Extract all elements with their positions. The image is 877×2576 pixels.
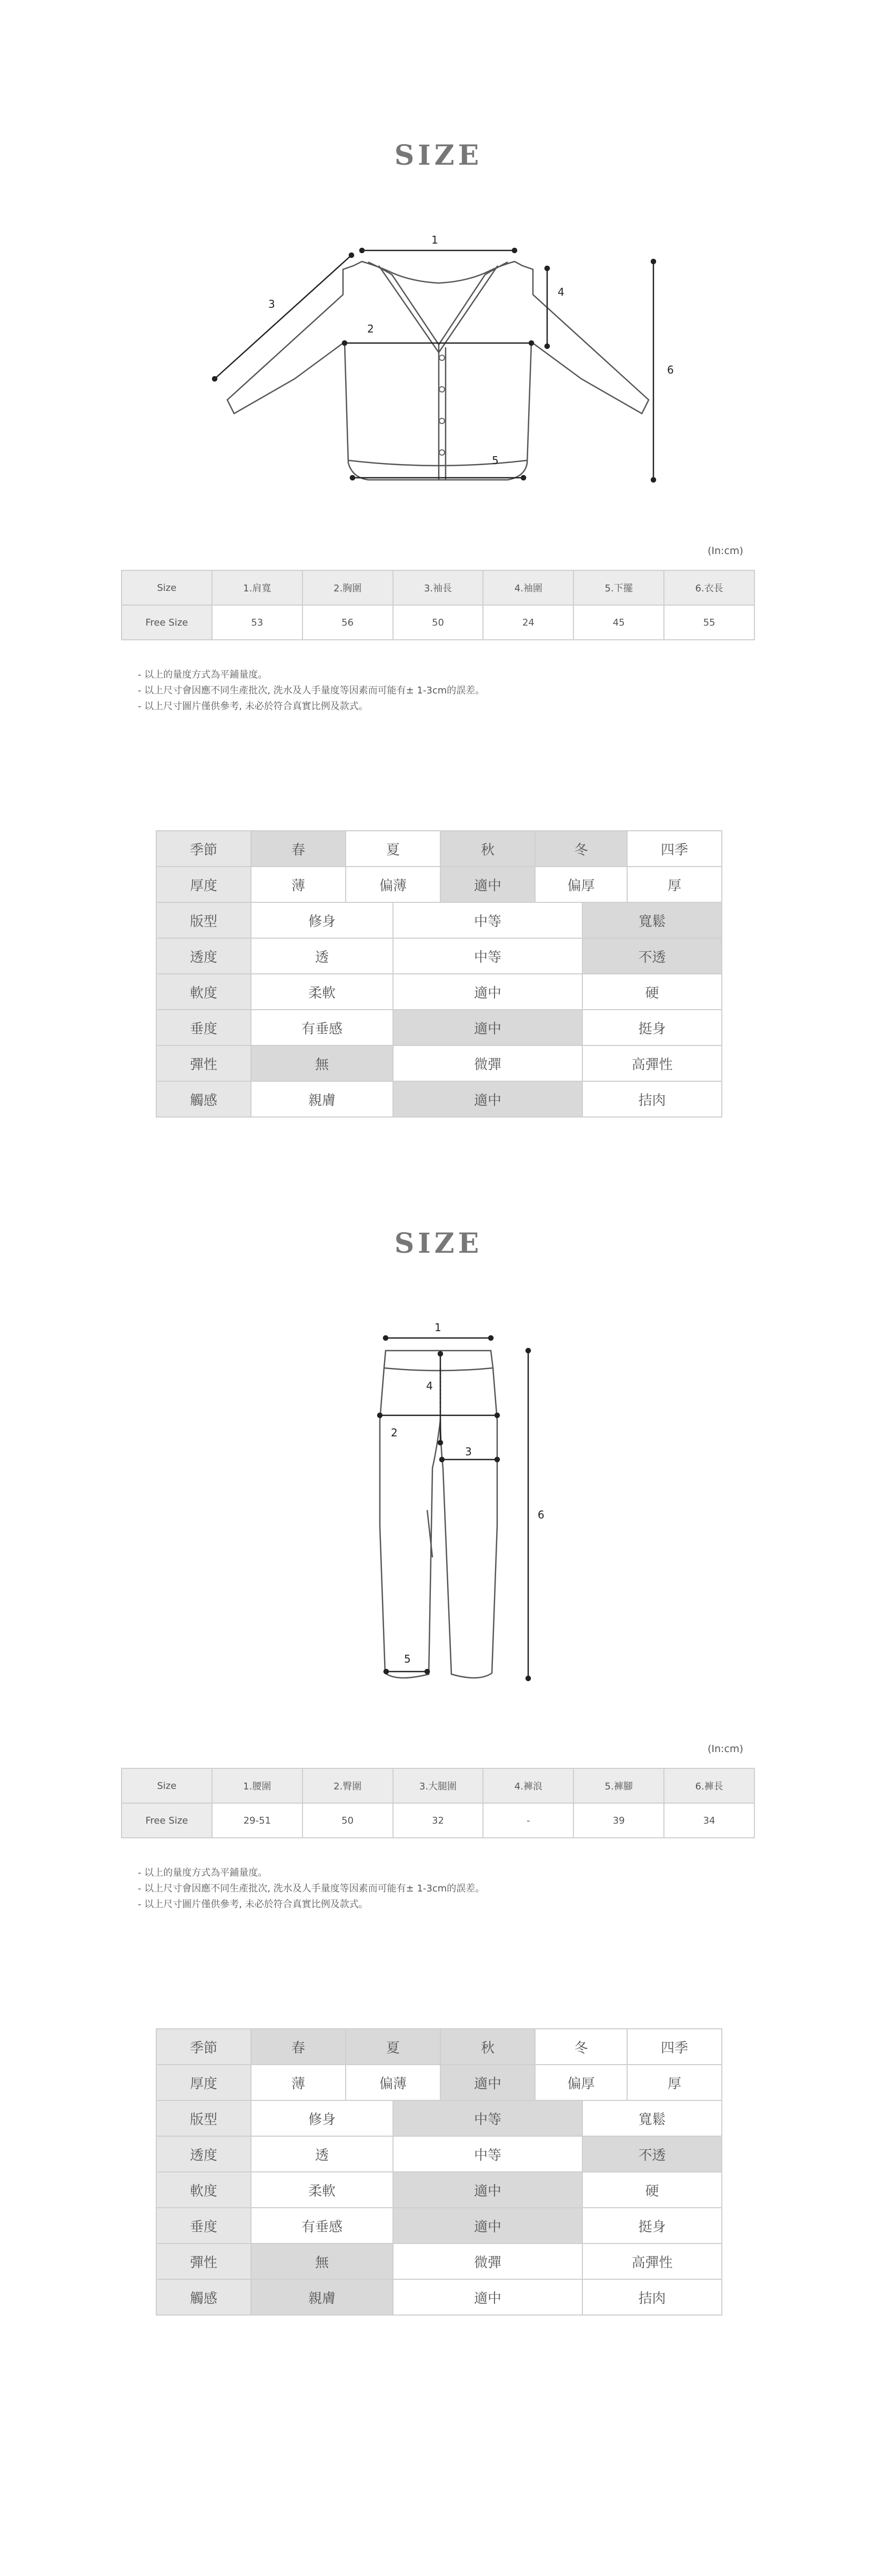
attr-option: 拮肉 [582,1081,722,1117]
attr-label: 季節 [156,2029,251,2065]
table-cell: 55 [664,605,754,640]
attr-option: 夏 [346,831,440,867]
top-measure-label-3: 3 [268,298,275,310]
bottom-measure-label-2: 2 [391,1426,398,1439]
attr-option: 親膚 [251,2279,393,2315]
attr-label: 彈性 [156,2243,251,2279]
top-measure-label-6: 6 [667,364,674,376]
bottom-size-table [121,1768,755,1838]
attr-row-softness [156,2172,722,2208]
attr-option: 偏薄 [346,2065,440,2100]
table-cell: 4.袖圍 [483,570,573,605]
attr-label: 厚度 [156,867,251,902]
table-cell: 1.肩寬 [212,570,303,605]
top-size-title: SIZE [394,139,483,172]
attr-label: 透度 [156,2136,251,2172]
attr-option: 偏薄 [346,867,440,902]
top-measure-label-1: 1 [431,234,438,246]
attr-option: 寬鬆 [582,902,722,938]
attr-label: 版型 [156,902,251,938]
bottom-notes [138,1865,485,1913]
table-cell: 50 [303,1803,393,1838]
attr-row-season [156,2029,722,2065]
attr-option: 適中 [393,1010,582,1045]
table-cell: 2.臀圍 [303,1768,393,1803]
table-cell: Free Size [122,605,212,640]
attr-row-opacity [156,2136,722,2172]
attr-label: 垂度 [156,1010,251,1045]
attr-option: 親膚 [251,1081,393,1117]
attr-option: 冬 [535,2029,627,2065]
attr-label: 軟度 [156,2172,251,2208]
attr-option: 不透 [582,938,722,974]
table-cell: 1.腰圍 [212,1768,303,1803]
attr-option: 秋 [440,2029,535,2065]
attr-option: 適中 [393,2208,582,2243]
table-cell: 34 [664,1803,754,1838]
attr-option: 適中 [393,1081,582,1117]
table-cell: Free Size [122,1803,212,1838]
attr-option: 中等 [393,2136,582,2172]
top-measure-label-2: 2 [367,323,374,335]
table-cell: 3.袖長 [393,570,483,605]
attr-option: 偏厚 [535,2065,627,2100]
attr-option: 中等 [393,2100,582,2136]
table-cell: 3.大腿圍 [393,1768,483,1803]
table-cell: 24 [483,605,573,640]
table-cell: 56 [303,605,393,640]
attr-label: 版型 [156,2100,251,2136]
attr-option: 柔軟 [251,2172,393,2208]
attr-option: 厚 [627,2065,722,2100]
attr-option: 高彈性 [582,2243,722,2279]
table-cell: 29-51 [212,1803,303,1838]
attr-option: 無 [251,1045,393,1081]
attr-row-texture [156,2279,722,2315]
attr-option: 透 [251,938,393,974]
attr-option: 硬 [582,2172,722,2208]
note-line: - 以上尺寸會因應不同生產批次, 洗水及人手量度等因素而可能有± 1-3cm的誤差。 [138,1883,485,1894]
table-cell: 39 [573,1803,664,1838]
table-row [122,1803,754,1838]
attr-label: 觸感 [156,1081,251,1117]
attr-option: 高彈性 [582,1045,722,1081]
attr-row-fit [156,2100,722,2136]
attr-option: 挺身 [582,2208,722,2243]
note-line: - 以上尺寸圖片僅供參考, 未必於符合真實比例及款式。 [138,1899,368,1910]
bottom-unit-label: (In:cm) [708,1743,743,1755]
table-cell: 45 [573,605,664,640]
table-cell: 4.褲浪 [483,1768,573,1803]
note-line: - 以上尺寸圖片僅供參考, 未必於符合真實比例及款式。 [138,701,368,712]
note-line: - 以上的量度方式為平鋪量度。 [138,1867,268,1878]
bottom-measure-label-6: 6 [538,1508,545,1521]
attr-option: 四季 [627,831,722,867]
attr-option: 微彈 [393,1045,582,1081]
note-line: - 以上的量度方式為平鋪量度。 [138,669,268,680]
table-header-row [122,1768,754,1803]
top-measure-label-4: 4 [558,286,564,298]
attr-label: 透度 [156,938,251,974]
attr-label: 垂度 [156,2208,251,2243]
attr-label: 彈性 [156,1045,251,1081]
table-cell: - [483,1803,573,1838]
table-cell: 5.褲腳 [573,1768,664,1803]
attr-option: 寬鬆 [582,2100,722,2136]
attr-option: 拮肉 [582,2279,722,2315]
bottom-measure-label-4: 4 [426,1380,433,1392]
bottom-size-title: SIZE [394,1227,483,1260]
attr-label: 厚度 [156,2065,251,2100]
attr-option: 四季 [627,2029,722,2065]
attr-option: 春 [251,831,346,867]
attr-label: 觸感 [156,2279,251,2315]
attr-option: 薄 [251,2065,346,2100]
table-cell: Size [122,570,212,605]
table-cell: 6.褲長 [664,1768,754,1803]
attr-option: 不透 [582,2136,722,2172]
attr-row-thickness [156,2065,722,2100]
attr-option: 冬 [535,831,627,867]
table-cell: 32 [393,1803,483,1838]
table-cell: 5.下擺 [573,570,664,605]
attr-label: 季節 [156,831,251,867]
table-cell: 2.胸圍 [303,570,393,605]
note-line: - 以上尺寸會因應不同生產批次, 洗水及人手量度等因素而可能有± 1-3cm的誤差。 [138,685,485,696]
attr-row-elasticity [156,2243,722,2279]
attr-label: 軟度 [156,974,251,1010]
bottom-measure-label-5: 5 [404,1653,411,1665]
attr-option: 秋 [440,831,535,867]
table-cell: 50 [393,605,483,640]
attr-option: 中等 [393,902,582,938]
attr-option: 春 [251,2029,346,2065]
bottom-measure-label-3: 3 [465,1445,472,1458]
attr-option: 厚 [627,867,722,902]
attr-option: 硬 [582,974,722,1010]
attr-option: 微彈 [393,2243,582,2279]
top-unit-label: (In:cm) [708,545,743,557]
bottom-measure-label-1: 1 [435,1321,441,1334]
attr-option: 修身 [251,2100,393,2136]
attr-row-drape [156,2208,722,2243]
table-cell: 53 [212,605,303,640]
attr-option: 偏厚 [535,867,627,902]
attr-option: 適中 [440,867,535,902]
attr-option: 透 [251,2136,393,2172]
attr-option: 適中 [393,974,582,1010]
bottom-attributes-table [156,2028,722,2316]
attr-option: 適中 [440,2065,535,2100]
attr-option: 薄 [251,867,346,902]
attr-option: 適中 [393,2172,582,2208]
attr-option: 無 [251,2243,393,2279]
table-cell: 6.衣長 [664,570,754,605]
attr-option: 夏 [346,2029,440,2065]
attr-option: 有垂感 [251,2208,393,2243]
attr-option: 適中 [393,2279,582,2315]
attr-option: 修身 [251,902,393,938]
attr-option: 有垂感 [251,1010,393,1045]
table-cell: Size [122,1768,212,1803]
attr-option: 中等 [393,938,582,974]
top-measure-label-5: 5 [492,454,499,467]
attr-option: 柔軟 [251,974,393,1010]
attr-option: 挺身 [582,1010,722,1045]
